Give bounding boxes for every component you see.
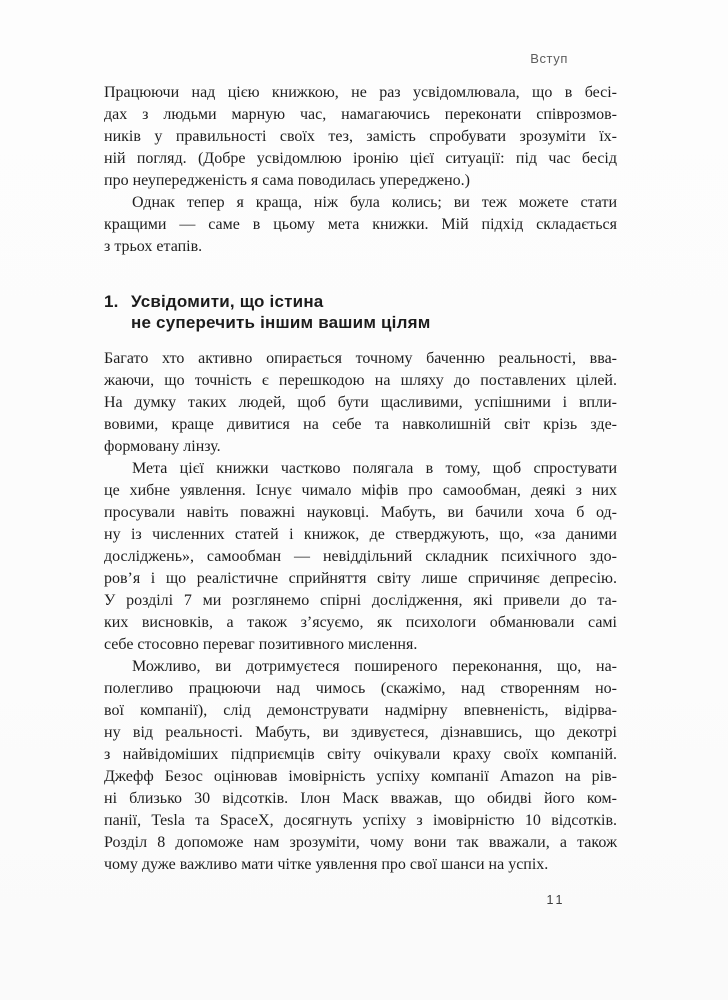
text-line: жаючи, що точність є перешкодою на шляху до поставлених цілей.: [104, 372, 617, 389]
text-line: чому дуже важливо мати чітке уявлення про свої шанси на успіх.: [104, 856, 549, 873]
text-line: просували навіть поважні науковці. Мабуть, ви бачили хоча б од-: [104, 504, 617, 521]
text-line: У розділі 7 ми розглянемо спірні дослідження, які привели до та-: [104, 592, 617, 609]
text-line: Розділ 8 допоможе нам зрозуміти, чому вони так вважали, а також: [104, 834, 617, 851]
text-line: ників у правильності своїх тез, замість спробувати зрозуміти їх-: [104, 128, 617, 145]
text-line: ких висновків, а також з’ясуємо, як психологи обманювали самі: [104, 614, 617, 631]
paragraph: [104, 458, 617, 656]
section-paragraphs: [104, 348, 617, 876]
section-number: 1.: [104, 292, 119, 311]
text-line: ров’я і що реалістичне сприйняття світу лише спричиняє депресію.: [104, 570, 617, 587]
text-line: вої компанії), слід демонструвати надмірну впевненість, відірва-: [104, 702, 617, 719]
text-line: Працюючи над цією книжкою, не раз усвідомлювала, що в бесі-: [104, 84, 617, 101]
page-number: 11: [546, 893, 566, 907]
text-line: це хибне уявлення. Існує чимало міфів про самообман, деякі з них: [104, 482, 617, 499]
paragraph: [104, 348, 617, 458]
paragraph: [104, 656, 617, 876]
text-line: себе стосовно переваг позитивного мислення.: [104, 636, 418, 653]
section-heading-text: Усвідомити, що істина: [131, 292, 324, 311]
text-line: Мета цієї книжки частково полягала в тому, щоб спростувати: [132, 460, 617, 477]
section-heading-line: не суперечить іншим вашим цілям: [131, 313, 431, 332]
text-line: вовими, краще дивитися на себе та навколишній світ крізь зде-: [104, 416, 617, 433]
text-line: Багато хто активно опирається точному баченню реальності, вва-: [104, 350, 617, 367]
text-line: ну від реальності. Мабуть, ви здивуєтеся, дізнавшись, що декотрі: [104, 724, 617, 741]
text-line: формовану лінзу.: [104, 438, 221, 455]
paragraph: [104, 82, 617, 192]
paragraph: [104, 192, 617, 258]
text-line: ні близько 30 відсотків. Ілон Маск вважав, що обидві його ком-: [104, 790, 617, 807]
text-line: кращими — саме в цьому мета книжки. Мій підхід складається: [104, 216, 617, 233]
text-line: полегливо працюючи над чимось (скажімо, над створенням но-: [104, 680, 617, 697]
text-line: з трьох етапів.: [104, 238, 203, 255]
intro-paragraphs: [104, 82, 617, 258]
text-line: досліджень», самообман — невіддільний складник психічного здо-: [104, 548, 617, 565]
text-line: про неупередженість я сама поводилась упереджено.): [104, 172, 471, 189]
text-line: дах з людьми марную час, намагаючись переконати співрозмов-: [104, 106, 617, 123]
text-line: Можливо, ви дотримуєтеся поширеного переконання, що, на-: [132, 658, 617, 675]
text-line: ній погляд. (Добре усвідомлюю іронію цієї ситуації: під час бесід: [104, 150, 617, 167]
text-line: ну із численних статей і книжок, де стверджують, що, «за даними: [104, 526, 617, 543]
text-line: На думку таких людей, щоб бути щасливими, успішними і впли-: [104, 394, 617, 411]
section-heading-line: [104, 291, 617, 312]
running-head: Вступ: [530, 51, 568, 66]
text-line: з найвідоміших підприємців світу очікували краху своїх компаній.: [104, 746, 617, 763]
text-line: Однак тепер я краща, ніж була колись; ви теж можете стати: [132, 194, 617, 211]
text-line: панії, Tesla та SpaceX, досягнуть успіху з імовірністю 10 відсотків.: [104, 812, 617, 829]
text-line: Джефф Безос оцінював імовірність успіху компанії Amazon на рів-: [104, 768, 617, 785]
section-heading: [104, 291, 617, 333]
